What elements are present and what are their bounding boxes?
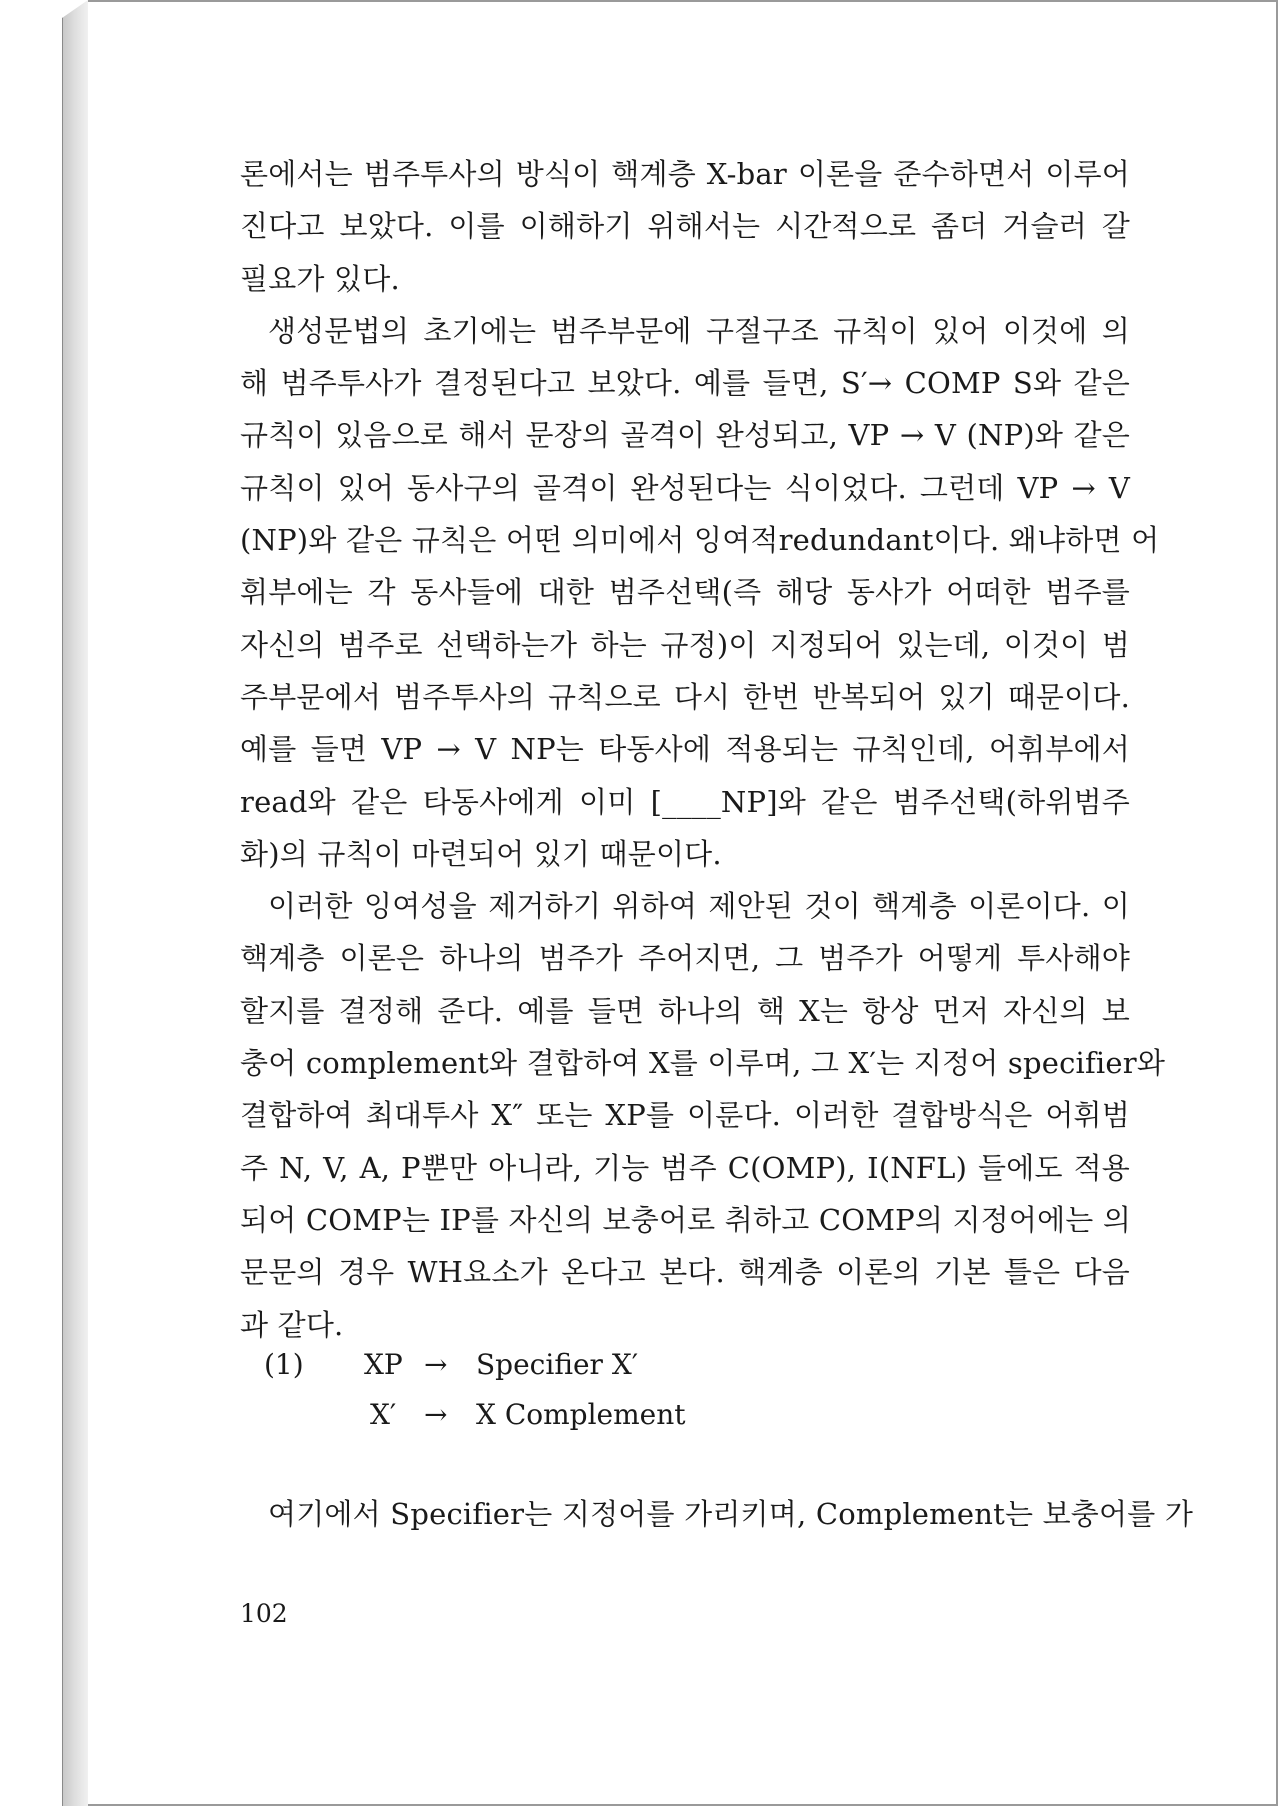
book-page-edge xyxy=(62,0,89,1806)
text-line: 자신의 범주로 선택하는가 하는 규정)이 지정되어 있는데, 이것이 범 xyxy=(240,627,1130,662)
paragraph xyxy=(240,880,1166,1351)
text-line: 생성문법의 초기에는 범주부문에 구절구조 규칙이 있어 이것에 의 xyxy=(268,313,1130,348)
text-line: 결합하여 최대투사 X″ 또는 XP를 이룬다. 이러한 결합방식은 어휘범 xyxy=(240,1098,1130,1133)
text-line: 문문의 경우 WH요소가 온다고 본다. 핵계층 이론의 기본 틀은 다음 xyxy=(240,1255,1130,1290)
rule-rhs: X Complement xyxy=(476,1398,686,1431)
rule-lhs: X′ xyxy=(370,1398,397,1431)
text-line: 휘부에는 각 동사들에 대한 범주선택(즉 해당 동사가 어떠한 범주를 xyxy=(240,575,1130,610)
rule-lhs: XP xyxy=(364,1348,403,1381)
rule-rhs: Specifier X′ xyxy=(476,1348,639,1381)
page-number: 102 xyxy=(240,1599,288,1628)
text-line: 예를 들면 VP → V NP는 타동사에 적용되는 규칙인데, 어휘부에서 xyxy=(240,732,1130,767)
text-line: read와 같은 타동사에게 이미 [____NP]와 같은 범주선택(하위범주 xyxy=(240,784,1130,819)
text-line: 여기에서 Specifier는 지정어를 가리키며, Complement는 보충어를 가 xyxy=(268,1497,1194,1531)
text-line: 론에서는 범주투사의 방식이 핵계층 X-bar 이론을 준수하면서 이루어 xyxy=(240,157,1130,191)
right-arrow-icon: → xyxy=(424,1398,448,1431)
text-line: 주부문에서 범주투사의 규칙으로 다시 한번 반복되어 있기 때문이다. xyxy=(240,679,1130,714)
text-line: 주 N, V, A, P뿐만 아니라, 기능 범주 C(OMP), I(NFL) 들에도 적용 xyxy=(240,1150,1130,1185)
text-line: 진다고 보았다. 이를 이해하기 위해서는 시간적으로 좀더 거슬러 갈 xyxy=(240,209,1130,244)
text-line: 규칙이 있어 동사구의 골격이 완성된다는 식이었다. 그런데 VP → V xyxy=(240,470,1130,505)
text-line: (NP)와 같은 규칙은 어떤 의미에서 잉여적redundant이다. 왜냐하면 어 xyxy=(240,523,1160,558)
text-line: 필요가 있다. xyxy=(240,261,400,296)
text-line: 화)의 규칙이 마련되어 있기 때문이다. xyxy=(240,836,722,871)
text-line: 할지를 결정해 준다. 예를 들면 하나의 핵 X는 항상 먼저 자신의 보 xyxy=(240,993,1130,1028)
text-line: 규칙이 있음으로 해서 문장의 골격이 완성되고, VP → V (NP)와 같은 xyxy=(240,418,1130,453)
text-line: 되어 COMP는 IP를 자신의 보충어로 취하고 COMP의 지정어에는 의 xyxy=(240,1202,1132,1237)
text-line: 이러한 잉여성을 제거하기 위하여 제안된 것이 핵계층 이론이다. 이 xyxy=(268,889,1130,924)
paragraph xyxy=(240,148,1130,305)
book-page-corner xyxy=(62,0,88,18)
text-line: 해 범주투사가 결정된다고 보았다. 예를 들면, S′→ COMP S와 같은 xyxy=(240,366,1130,401)
trailing-text xyxy=(240,1488,1194,1540)
text-line: 과 같다. xyxy=(240,1307,344,1342)
text-line: 충어 complement와 결합하여 X를 이루며, 그 X′는 지정어 specifier와 xyxy=(240,1046,1166,1081)
right-arrow-icon: → xyxy=(424,1348,448,1381)
text-line: 핵계층 이론은 하나의 범주가 주어지면, 그 범주가 어떻게 투사해야 xyxy=(240,941,1130,976)
body-text xyxy=(240,148,1166,1351)
example-number: (1) xyxy=(264,1348,304,1381)
paragraph xyxy=(240,305,1160,880)
